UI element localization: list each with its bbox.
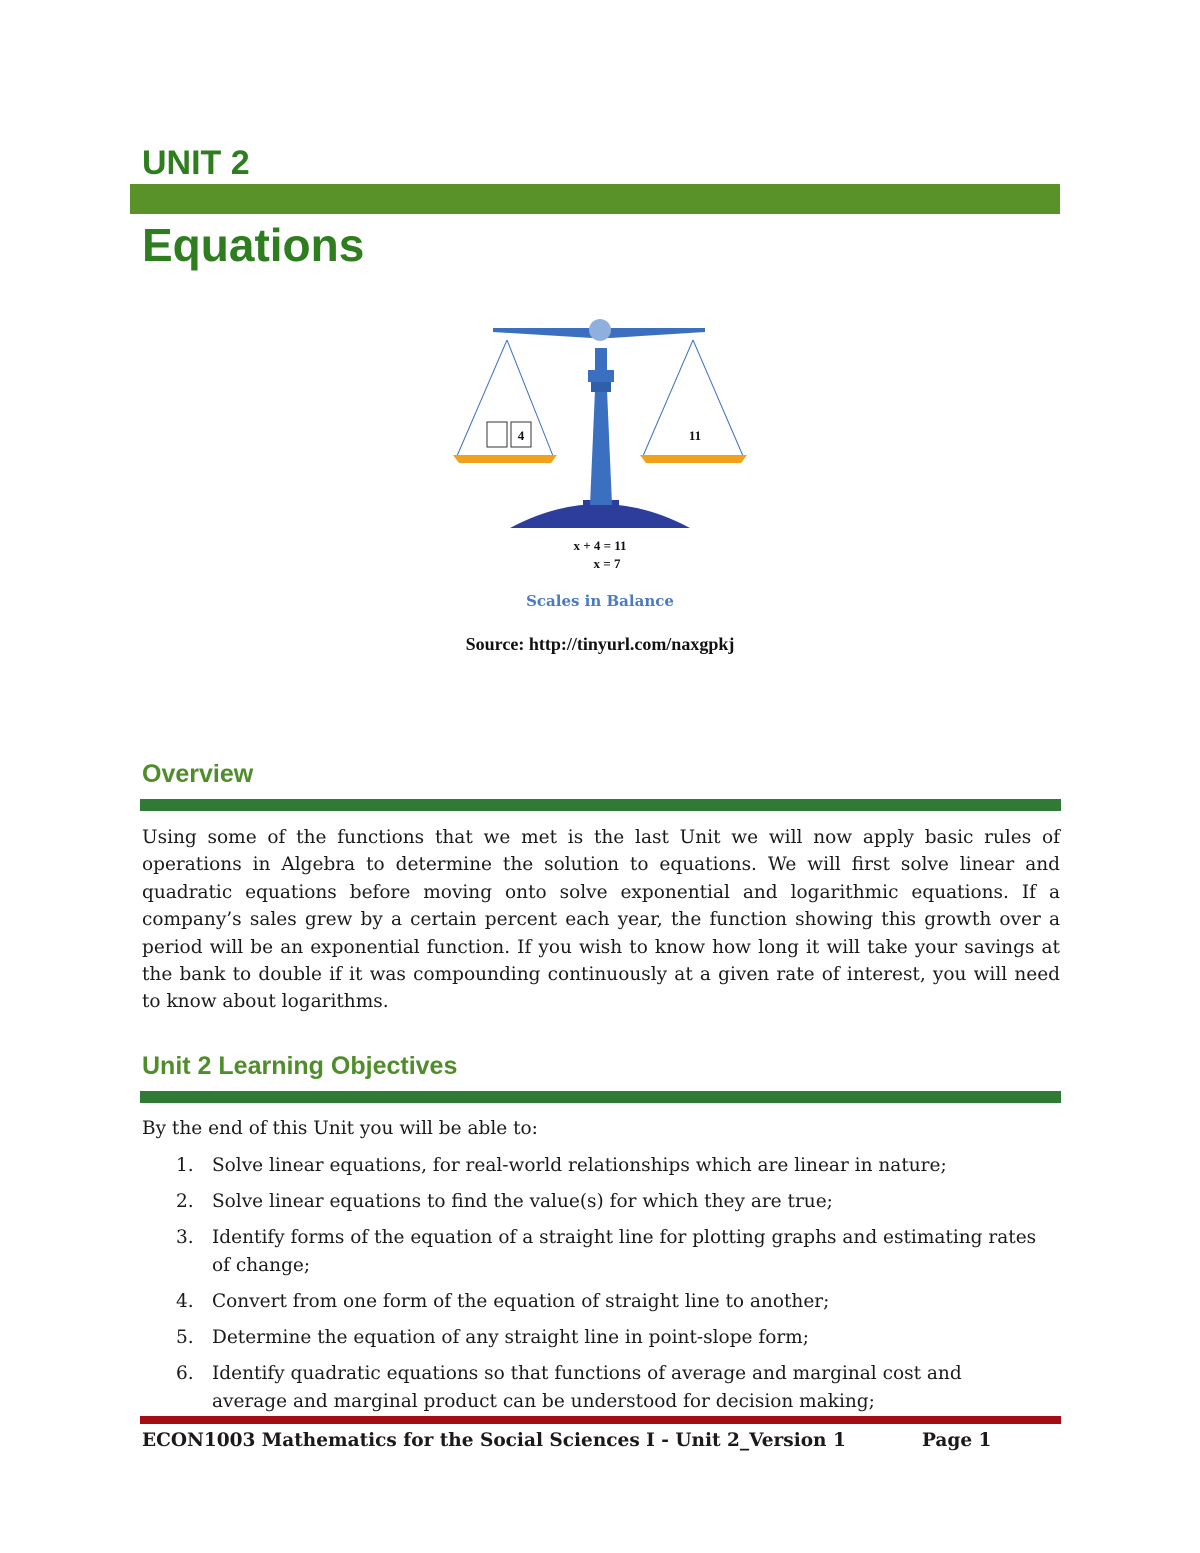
balance-scale-illustration <box>445 310 765 580</box>
footer-divider-bar <box>140 1416 1061 1424</box>
list-item <box>142 1152 1042 1180</box>
objectives-divider-bar <box>140 1091 1061 1103</box>
left-pan <box>453 455 557 463</box>
objectives-list <box>142 1152 1042 1424</box>
page-title: Equations <box>142 219 365 271</box>
objectives-heading: Unit 2 Learning Objectives <box>142 1052 458 1080</box>
list-number: 3. <box>176 1227 194 1248</box>
list-text: Identify quadratic equations so that functions of average and marginal cost and average and marginal product can be understood for decision making; <box>212 1363 962 1412</box>
footer-course-title: ECON1003 Mathematics for the Social Sciences I - Unit 2_Version 1 <box>142 1430 846 1451</box>
list-number: 2. <box>176 1191 194 1212</box>
list-number: 4. <box>176 1291 194 1312</box>
figure-caption: Scales in Balance <box>526 592 674 610</box>
right-pan <box>640 455 747 463</box>
list-item <box>142 1288 1042 1316</box>
right-value: 11 <box>688 428 702 443</box>
list-text: Solve linear equations to find the value(s) for which they are true; <box>212 1191 833 1212</box>
list-item <box>142 1360 1042 1416</box>
left-value: 4 <box>517 428 525 443</box>
unknown-x-box <box>487 422 507 447</box>
list-number: 1. <box>176 1155 194 1176</box>
list-text: Identify forms of the equation of a straight line for plotting graphs and estimating rates of change; <box>212 1227 1037 1276</box>
list-item <box>142 1224 1042 1280</box>
footer-page-number: Page 1 <box>922 1430 992 1451</box>
list-number: 6. <box>176 1363 194 1384</box>
list-item <box>142 1188 1042 1216</box>
scale-pivot <box>589 319 611 341</box>
header-divider-bar <box>130 184 1060 214</box>
overview-heading: Overview <box>142 760 254 788</box>
overview-divider-bar <box>140 799 1061 811</box>
scale-pillar <box>590 390 612 505</box>
list-number: 5. <box>176 1327 194 1348</box>
figure-source: Source: http://tinyurl.com/naxgpkj <box>465 634 735 654</box>
list-item <box>142 1324 1042 1352</box>
list-text: Convert from one form of the equation of straight line to another; <box>212 1291 830 1312</box>
objectives-intro: By the end of this Unit you will be able to: <box>142 1118 538 1139</box>
overview-paragraph: Using some of the functions that we met is the last Unit we will now apply basic rules of operations in Algebra to determine the solution to equations. We will first solve linear and quadratic equations before moving onto solve exponential and logarithmic equations. If a company’s sales grew by a certain percent each year, the function showing this growth over a period will be an exponential function. If you wish to know how long it will take your savings at the bank to double if it was compounding continuously at a given rate of interest, you will need to know about logarithms. <box>142 827 1060 1013</box>
list-text: Determine the equation of any straight line in point-slope form; <box>212 1327 809 1348</box>
equation-line-1: x + 4 = 11 <box>573 538 627 553</box>
equation-line-2: x = 7 <box>593 556 621 571</box>
list-text: Solve linear equations, for real-world relationships which are linear in nature; <box>212 1155 947 1176</box>
unit-label: UNIT 2 <box>142 144 250 182</box>
